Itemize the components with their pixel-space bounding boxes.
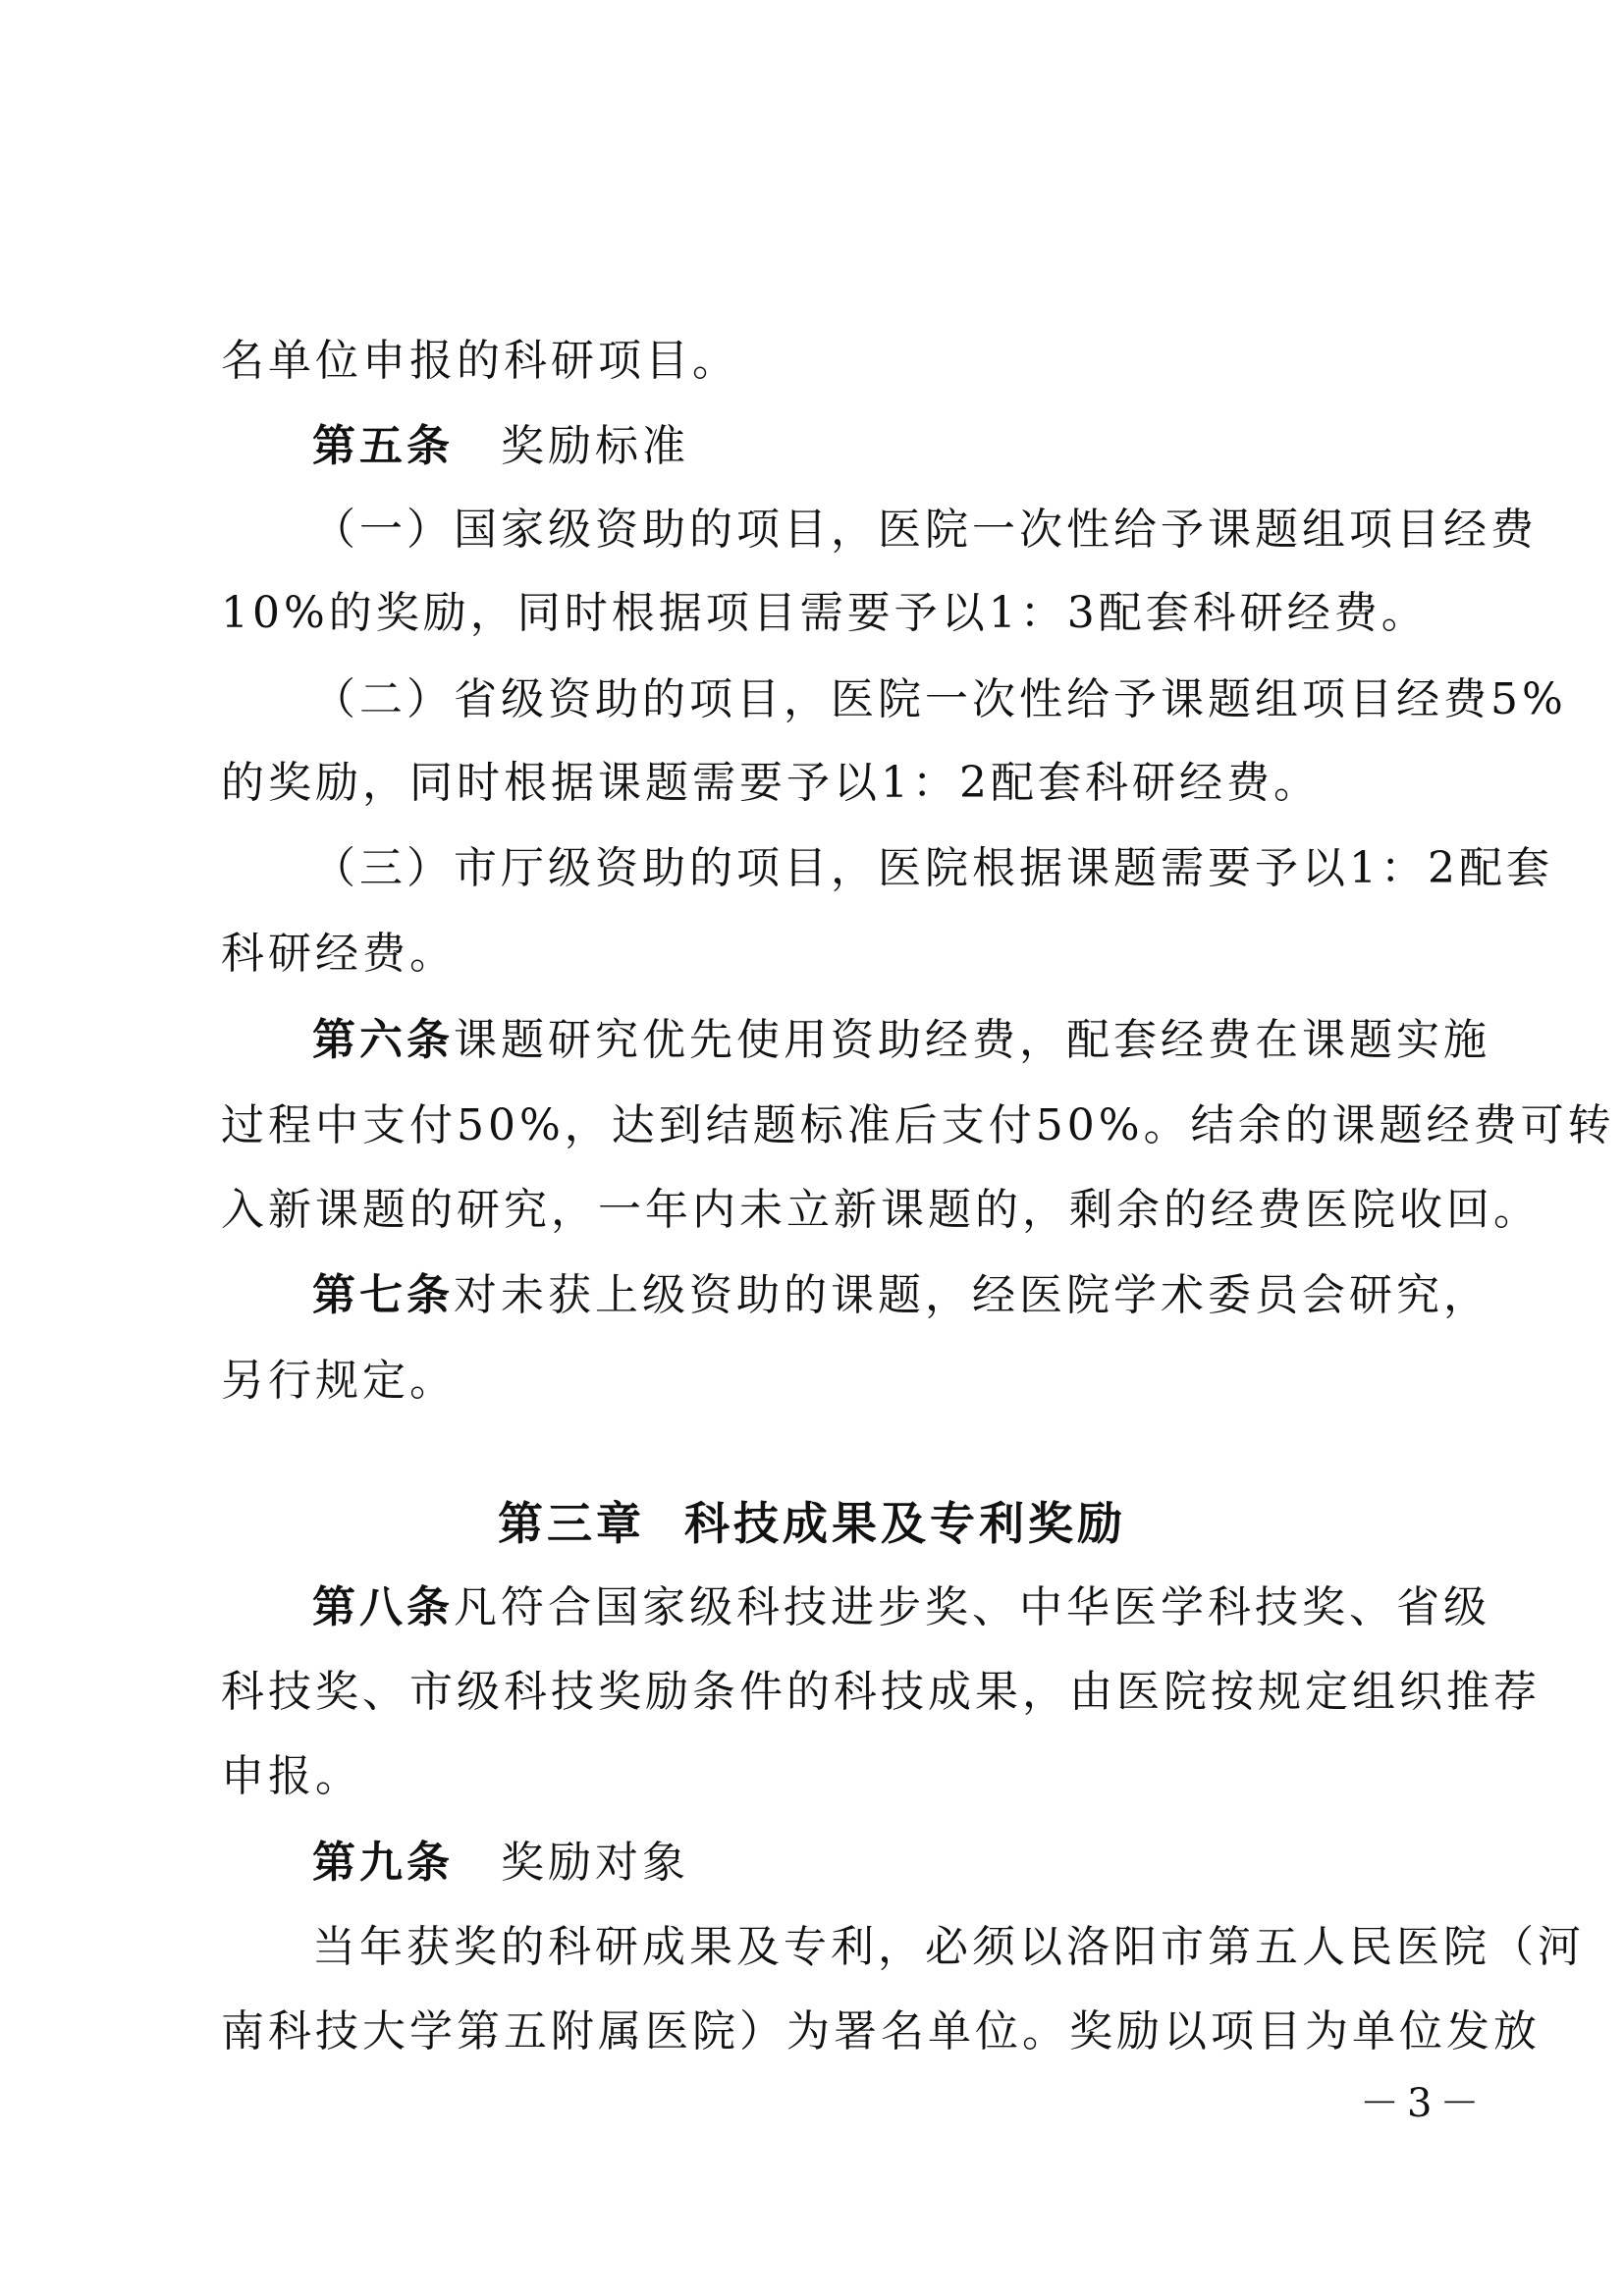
article-8-heading — [312, 1578, 1490, 1637]
text-line: 过程中支付50%，达到结题标准后支付50%。结余的课题经费可转 — [221, 1100, 1615, 1150]
article-text: 奖励标准 — [501, 421, 689, 471]
article-label: 第七条 — [312, 1270, 454, 1320]
text-line: 当年获奖的科研成果及专利，必须以洛阳市第五人民医院（河 — [312, 1922, 1585, 1972]
article-text: 奖励对象 — [501, 1838, 689, 1888]
text-line: （一）国家级资助的项目，医院一次性给予课题组项目经费 — [312, 505, 1538, 555]
text-line: （三）市厅级资助的项目，医院根据课题需要予以1：2配套 — [312, 843, 1553, 893]
text-line: 科技奖、市级科技奖励条件的科技成果，由医院按规定组织推荐 — [221, 1667, 1541, 1717]
article-label: 第八条 — [312, 1582, 454, 1632]
article-text: 对未获上级资助的课题，经医院学术委员会研究， — [454, 1270, 1490, 1320]
text-line: （二）省级资助的项目，医院一次性给予课题组项目经费5% — [312, 674, 1567, 724]
article-5-heading — [312, 417, 1448, 476]
text-line: 的奖励，同时根据课题需要予以1：2配套科研经费。 — [221, 758, 1321, 808]
article-label: 第五条 — [312, 421, 454, 471]
article-label: 第九条 — [312, 1838, 454, 1888]
article-text: 课题研究优先使用资助经费，配套经费在课题实施 — [454, 1015, 1490, 1065]
article-9-heading — [312, 1834, 1448, 1893]
text-line: 名单位申报的科研项目。 — [221, 336, 739, 386]
article-label: 第六条 — [312, 1015, 454, 1065]
text-line: 入新课题的研究，一年内未立新课题的，剩余的经费医院收回。 — [221, 1185, 1541, 1235]
chapter-label: 第三章 — [498, 1497, 645, 1550]
chapter-heading — [0, 1494, 1624, 1553]
text-line: 10%的奖励，同时根据项目需要予以1：3配套科研经费。 — [221, 588, 1429, 638]
article-7-heading — [312, 1266, 1490, 1325]
page-number: －3－ — [1360, 2081, 1488, 2126]
text-line: 南科技大学第五附属医院）为署名单位。奖励以项目为单位发放 — [221, 2006, 1541, 2056]
article-6-heading — [312, 1011, 1490, 1070]
text-line: 申报。 — [221, 1751, 362, 1801]
text-line: 科研经费。 — [221, 929, 457, 979]
text-line: 另行规定。 — [221, 1356, 457, 1406]
chapter-title: 科技成果及专利奖励 — [684, 1497, 1126, 1550]
article-text: 凡符合国家级科技进步奖、中华医学科技奖、省级 — [454, 1582, 1490, 1632]
